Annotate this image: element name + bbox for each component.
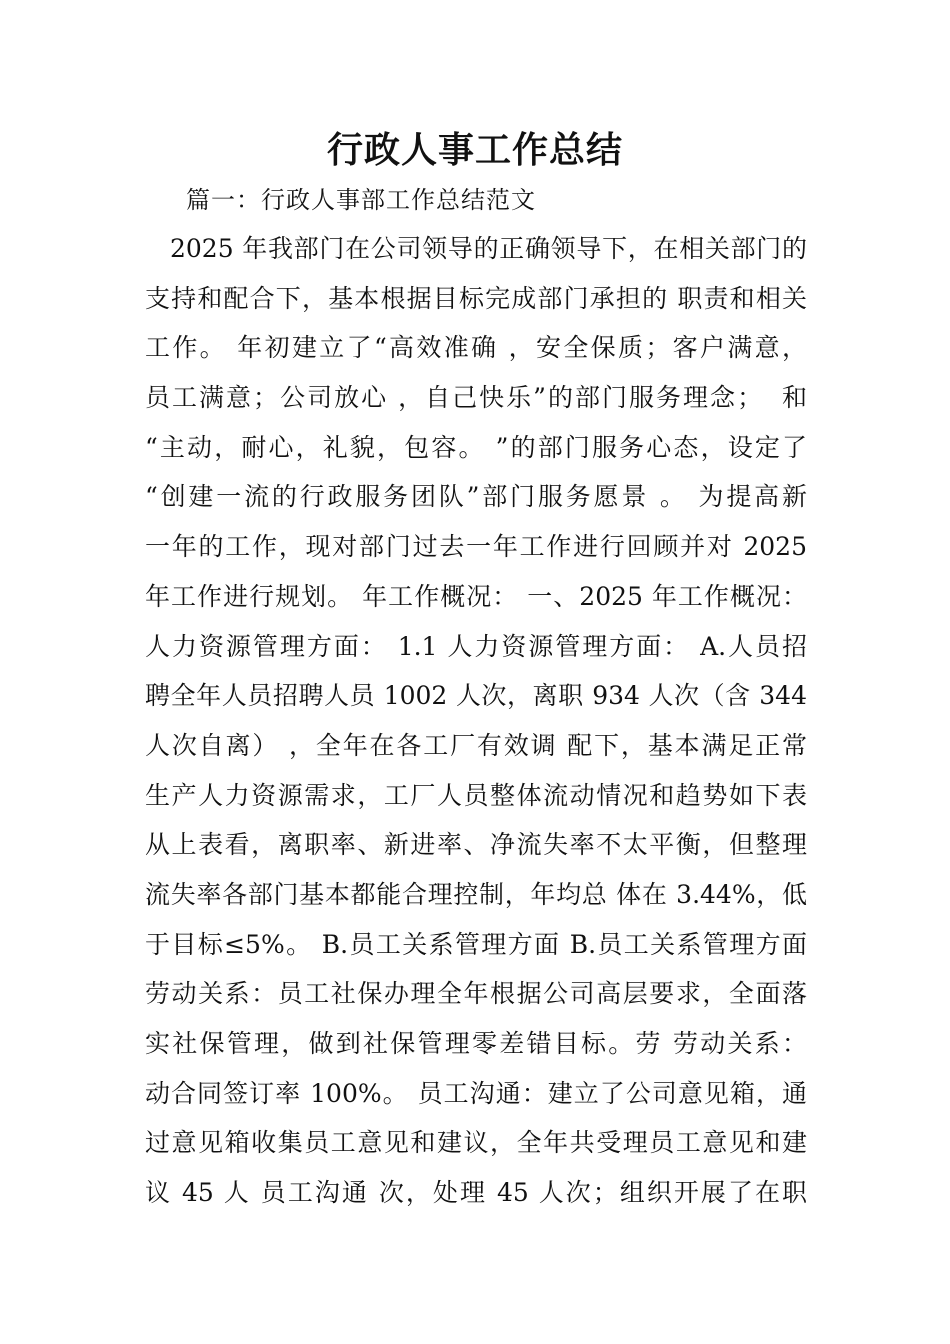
text-line: 生产人力资源需求，工厂人员整体流动情况和趋势如下表 [145,780,807,810]
text-line: 员工满意；公司放心 ，自己快乐”的部门服务理念； 和 [145,383,807,413]
text-line: 实社保管理，做到社保管理零差错目标。劳 劳动关系： [145,1029,807,1058]
text-line: 动合同签订率 100%。 员工沟通：建立了公司意见箱，通 [145,1078,807,1108]
text-line: 议 45 人 员工沟通 次，处理 45 人次；组织开展了在职 [145,1178,807,1208]
body-text [145,229,807,1223]
text-line: 于目标≤5%。 B.员工关系管理方面 B.员工关系管理方面 [145,929,807,959]
text-line: 流失率各部门基本都能合理控制，年均总 体在 3.44%，低 [145,879,807,909]
section-subtitle: 篇一：行政人事部工作总结范文 [186,186,536,214]
text-line: 聘全年人员招聘人员 1002 人次，离职 934 人次（含 344 [145,681,807,711]
text-line: 年工作进行规划。 年工作概况： 一、2025 年工作概况： [145,581,807,611]
text-line: 人力资源管理方面： 1.1 人力资源管理方面： A.人员招 [145,631,807,661]
text-line: 2025 年我部门在公司领导的正确领导下，在相关部门的 [170,234,807,263]
page-title: 行政人事工作总结 [326,129,623,171]
text-line: 一年的工作，现对部门过去一年工作进行回顾并对 2025 [145,532,807,562]
text-line: “创建一流的行政服务团队”部门服务愿景 。 为提高新 [145,482,807,512]
text-line: 人次自离） ，全年在各工厂有效调 配下，基本满足正常 [145,730,807,760]
text-line: “主动，耐心，礼貌，包容。 ”的部门服务心态，设定了 [145,432,807,462]
text-line: 过意见箱收集员工意见和建议，全年共受理员工意见和建 [145,1128,807,1158]
text-line: 从上表看，离职率、新进率、净流失率不太平衡，但整理 [145,830,807,860]
text-line: 支持和配合下，基本根据目标完成部门承担的 职责和相关 [145,283,807,313]
text-line: 劳动关系：员工社保办理全年根据公司高层要求，全面落 [145,979,807,1009]
text-line: 工作。 年初建立了“高效准确 ，安全保质；客户满意， [145,333,807,363]
